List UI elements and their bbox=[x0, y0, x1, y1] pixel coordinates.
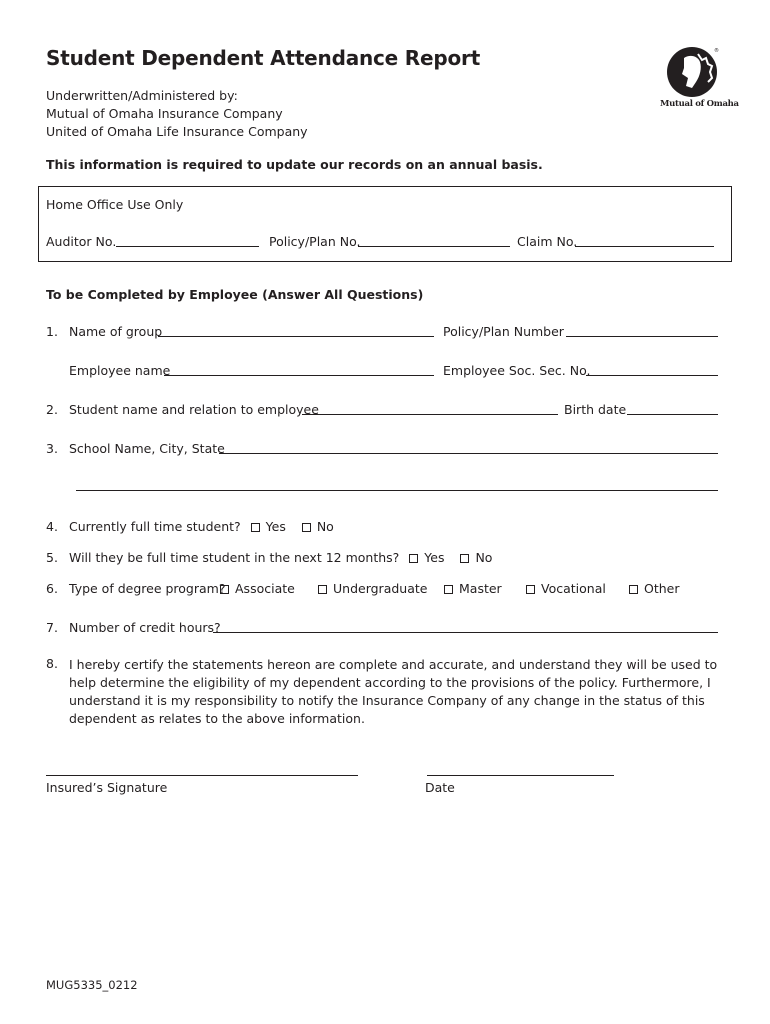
q4-yes-checkbox[interactable] bbox=[251, 523, 260, 532]
associate-option[interactable] bbox=[220, 581, 295, 596]
q4-yes-label: Yes bbox=[265, 519, 286, 534]
q5-yes-checkbox[interactable] bbox=[409, 554, 418, 563]
associate-label: Associate bbox=[235, 581, 295, 596]
other-checkbox[interactable] bbox=[629, 585, 638, 594]
policy-number-field[interactable] bbox=[566, 336, 718, 337]
undergraduate-checkbox[interactable] bbox=[318, 585, 327, 594]
home-office-heading: Home Office Use Only bbox=[46, 197, 184, 212]
q4-number: 4. bbox=[46, 519, 58, 534]
undergraduate-label: Undergraduate bbox=[333, 581, 428, 596]
degree-program-label: Type of degree program? bbox=[69, 581, 226, 596]
underwritten-label: Underwritten/Administered by: bbox=[46, 88, 238, 103]
policy-number-label: Policy/Plan Number bbox=[443, 324, 564, 339]
vocational-label: Vocational bbox=[541, 581, 606, 596]
q1-number: 1. bbox=[46, 324, 58, 339]
q8-number: 8. bbox=[46, 656, 58, 671]
group-name-label: Name of group bbox=[69, 324, 163, 339]
policy-plan-field[interactable] bbox=[358, 246, 510, 247]
next-12-months-label: Will they be full time student in the next 12 months? bbox=[69, 550, 400, 565]
associate-checkbox[interactable] bbox=[220, 585, 229, 594]
school-field[interactable] bbox=[219, 453, 718, 454]
student-name-label: Student name and relation to employee bbox=[69, 402, 319, 417]
master-label: Master bbox=[459, 581, 502, 596]
q5-row bbox=[69, 550, 492, 565]
page-title: Student Dependent Attendance Report bbox=[46, 46, 481, 70]
annual-notice: This information is required to update our records on an annual basis. bbox=[46, 157, 543, 172]
company-logo bbox=[660, 44, 739, 112]
employee-name-label: Employee name bbox=[69, 363, 171, 378]
claim-field[interactable] bbox=[575, 246, 714, 247]
company-name-2: United of Omaha Life Insurance Company bbox=[46, 124, 308, 139]
undergraduate-option[interactable] bbox=[318, 581, 427, 596]
employee-name-field[interactable] bbox=[164, 375, 434, 376]
date-label: Date bbox=[425, 780, 455, 795]
school-label: School Name, City, State bbox=[69, 441, 225, 456]
vocational-checkbox[interactable] bbox=[526, 585, 535, 594]
ssn-field[interactable] bbox=[586, 375, 718, 376]
company-name-1: Mutual of Omaha Insurance Company bbox=[46, 106, 283, 121]
auditor-field[interactable] bbox=[116, 246, 259, 247]
q5-no-label: No bbox=[475, 550, 493, 565]
auditor-label: Auditor No. bbox=[46, 234, 117, 249]
svg-text:®: ® bbox=[714, 48, 719, 54]
school-field-line-2[interactable] bbox=[76, 490, 718, 491]
q3-number: 3. bbox=[46, 441, 58, 456]
q4-no-label: No bbox=[316, 519, 334, 534]
full-time-label: Currently full time student? bbox=[69, 519, 241, 534]
q4-row bbox=[69, 519, 334, 534]
section-heading: To be Completed by Employee (Answer All Questions) bbox=[46, 287, 424, 302]
date-field[interactable] bbox=[427, 775, 614, 776]
certification-text: I hereby certify the statements hereon are complete and accurate, and understand they will be used to help determine the eligibility of my dependent according to the provisions of the policy. Furthermore, I understand it is my responsibility to notify the Insurance Company of any change in the status of this dependent as relates to the above information. bbox=[69, 657, 718, 726]
master-checkbox[interactable] bbox=[444, 585, 453, 594]
other-label: Other bbox=[644, 581, 680, 596]
credit-hours-field[interactable] bbox=[213, 632, 718, 633]
signature-field[interactable] bbox=[46, 775, 358, 776]
birth-date-label: Birth date bbox=[564, 402, 627, 417]
vocational-option[interactable] bbox=[526, 581, 606, 596]
q2-number: 2. bbox=[46, 402, 58, 417]
credit-hours-label: Number of credit hours? bbox=[69, 620, 221, 635]
master-option[interactable] bbox=[444, 581, 502, 596]
group-name-field[interactable] bbox=[158, 336, 434, 337]
form-code: MUG5335_0212 bbox=[46, 978, 138, 992]
student-name-field[interactable] bbox=[302, 414, 558, 415]
q7-number: 7. bbox=[46, 620, 58, 635]
signature-label: Insured’s Signature bbox=[46, 780, 168, 795]
q6-number: 6. bbox=[46, 581, 58, 596]
ssn-label: Employee Soc. Sec. No. bbox=[443, 363, 591, 378]
q5-no-checkbox[interactable] bbox=[460, 554, 469, 563]
policy-plan-label: Policy/Plan No. bbox=[269, 234, 361, 249]
q4-no-checkbox[interactable] bbox=[302, 523, 311, 532]
logo-wordmark: Mutual of Omaha bbox=[660, 99, 739, 109]
claim-label: Claim No. bbox=[517, 234, 578, 249]
q5-yes-label: Yes bbox=[424, 550, 445, 565]
other-option[interactable] bbox=[629, 581, 680, 596]
birth-date-field[interactable] bbox=[627, 414, 718, 415]
q5-number: 5. bbox=[46, 550, 58, 565]
